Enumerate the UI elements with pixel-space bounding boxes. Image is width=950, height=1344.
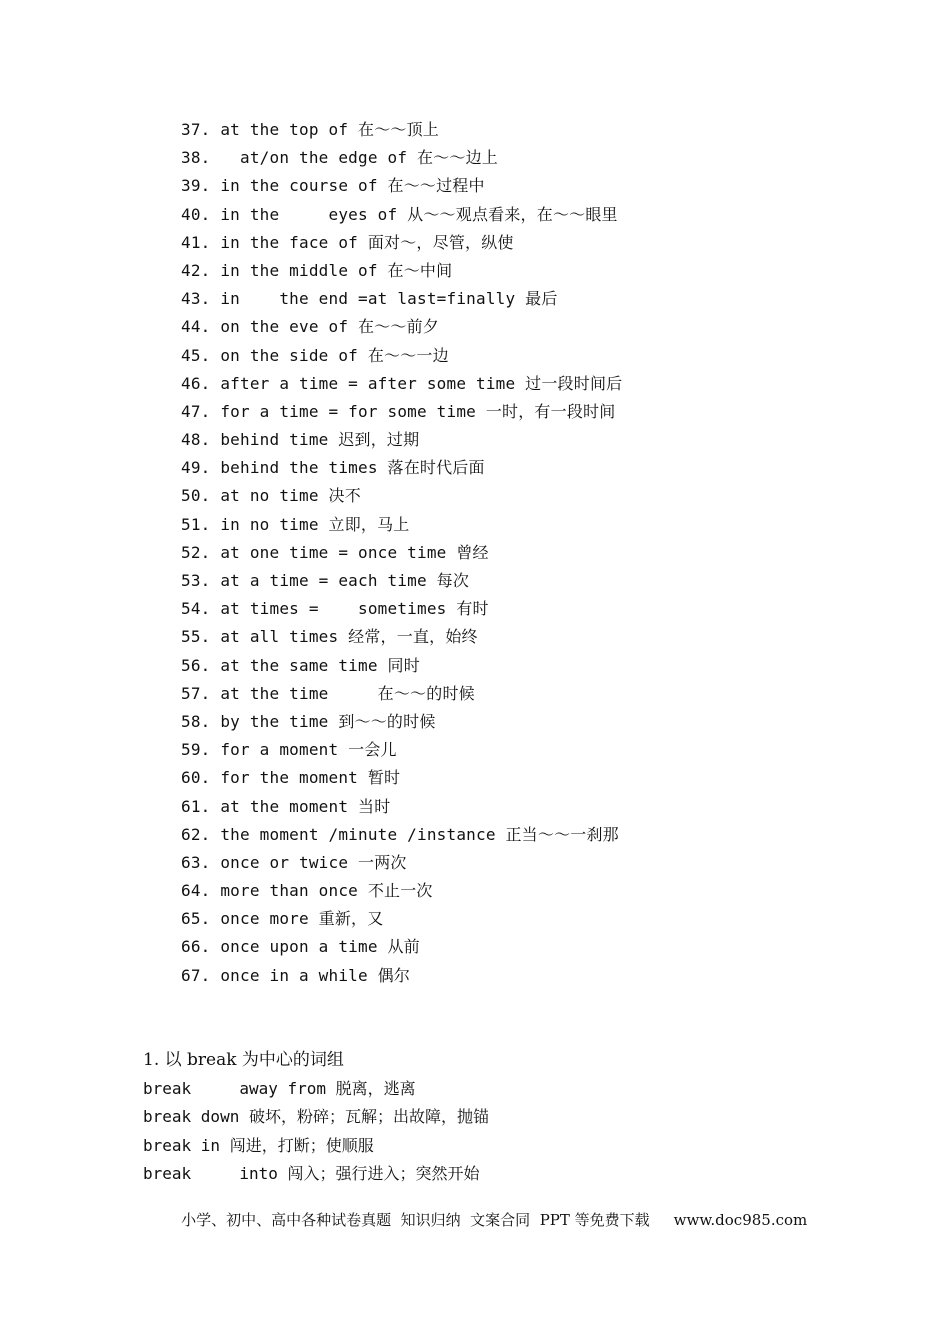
footer-url: www.doc985.com — [673, 1211, 808, 1229]
page-footer — [162, 1191, 807, 1248]
list-item: 38. at/on the edge of 在～～边上 — [181, 148, 498, 168]
list-item: 55. at all times 经常，一直，始终 — [181, 627, 478, 647]
section-heading: 1. 以 break 为中心的词组 — [143, 1050, 344, 1070]
list-item: 64. more than once 不止一次 — [181, 881, 433, 901]
list-item: 50. at no time 决不 — [181, 486, 361, 506]
list-item: 46. after a time = after some time 过一段时间后 — [181, 373, 623, 393]
list-item: break in 闯进，打断；使顺服 — [143, 1135, 374, 1155]
list-item: 37. at the top of 在～～顶上 — [181, 120, 439, 139]
list-item: 44. on the eve of 在～～前夕 — [181, 317, 439, 337]
list-item: 47. for a time = for some time 一时，有一段时间 — [181, 401, 616, 421]
footer-text: 小学、初中、高中各种试卷真题 知识归纳 文案合同 PPT 等免费下载 — [181, 1211, 650, 1229]
list-item: 58. by the time 到～～的时候 — [181, 711, 436, 731]
list-item: 41. in the face of 面对～，尽管，纵使 — [181, 232, 514, 252]
list-item: break away from 脱离，逃离 — [143, 1078, 416, 1098]
list-item: break into 闯入；强行进入；突然开始 — [143, 1164, 480, 1183]
list-item: 43. in the end =at last=finally 最后 — [181, 289, 558, 309]
list-item: 53. at a time = each time 每次 — [181, 571, 470, 590]
list-item: 52. at one time = once time 曾经 — [181, 542, 489, 562]
list-item: 48. behind time 迟到，过期 — [181, 430, 420, 450]
list-item: 63. once or twice 一两次 — [181, 852, 407, 872]
list-item: 59. for a moment 一会儿 — [181, 740, 397, 760]
list-item: 65. once more 重新，又 — [181, 909, 384, 929]
list-item: 39. in the course of 在～～过程中 — [181, 176, 485, 196]
list-item: 49. behind the times 落在时代后面 — [181, 458, 485, 478]
break-phrase-section — [143, 1046, 489, 1189]
list-item: 66. once upon a time 从前 — [181, 937, 420, 957]
list-item: 40. in the eyes of 从～～观点看来，在～～眼里 — [181, 204, 618, 224]
list-item: 42. in the middle of 在～中间 — [181, 260, 453, 280]
list-item: 57. at the time 在～～的时候 — [181, 683, 475, 703]
list-item: 56. at the same time 同时 — [181, 655, 420, 675]
list-item: break down 破坏，粉碎；瓦解；出故障，抛锚 — [143, 1107, 489, 1126]
list-item: 54. at times = sometimes 有时 — [181, 599, 489, 619]
list-item: 45. on the side of 在～～一边 — [181, 345, 449, 365]
list-item: 60. for the moment 暂时 — [181, 768, 401, 788]
list-item: 61. at the moment 当时 — [181, 796, 391, 816]
phrase-list — [181, 116, 622, 990]
list-item: 67. once in a while 偶尔 — [181, 965, 411, 985]
list-item: 62. the moment /minute /instance 正当～～一刹那 — [181, 824, 619, 844]
list-item: 51. in no time 立即，马上 — [181, 514, 410, 534]
